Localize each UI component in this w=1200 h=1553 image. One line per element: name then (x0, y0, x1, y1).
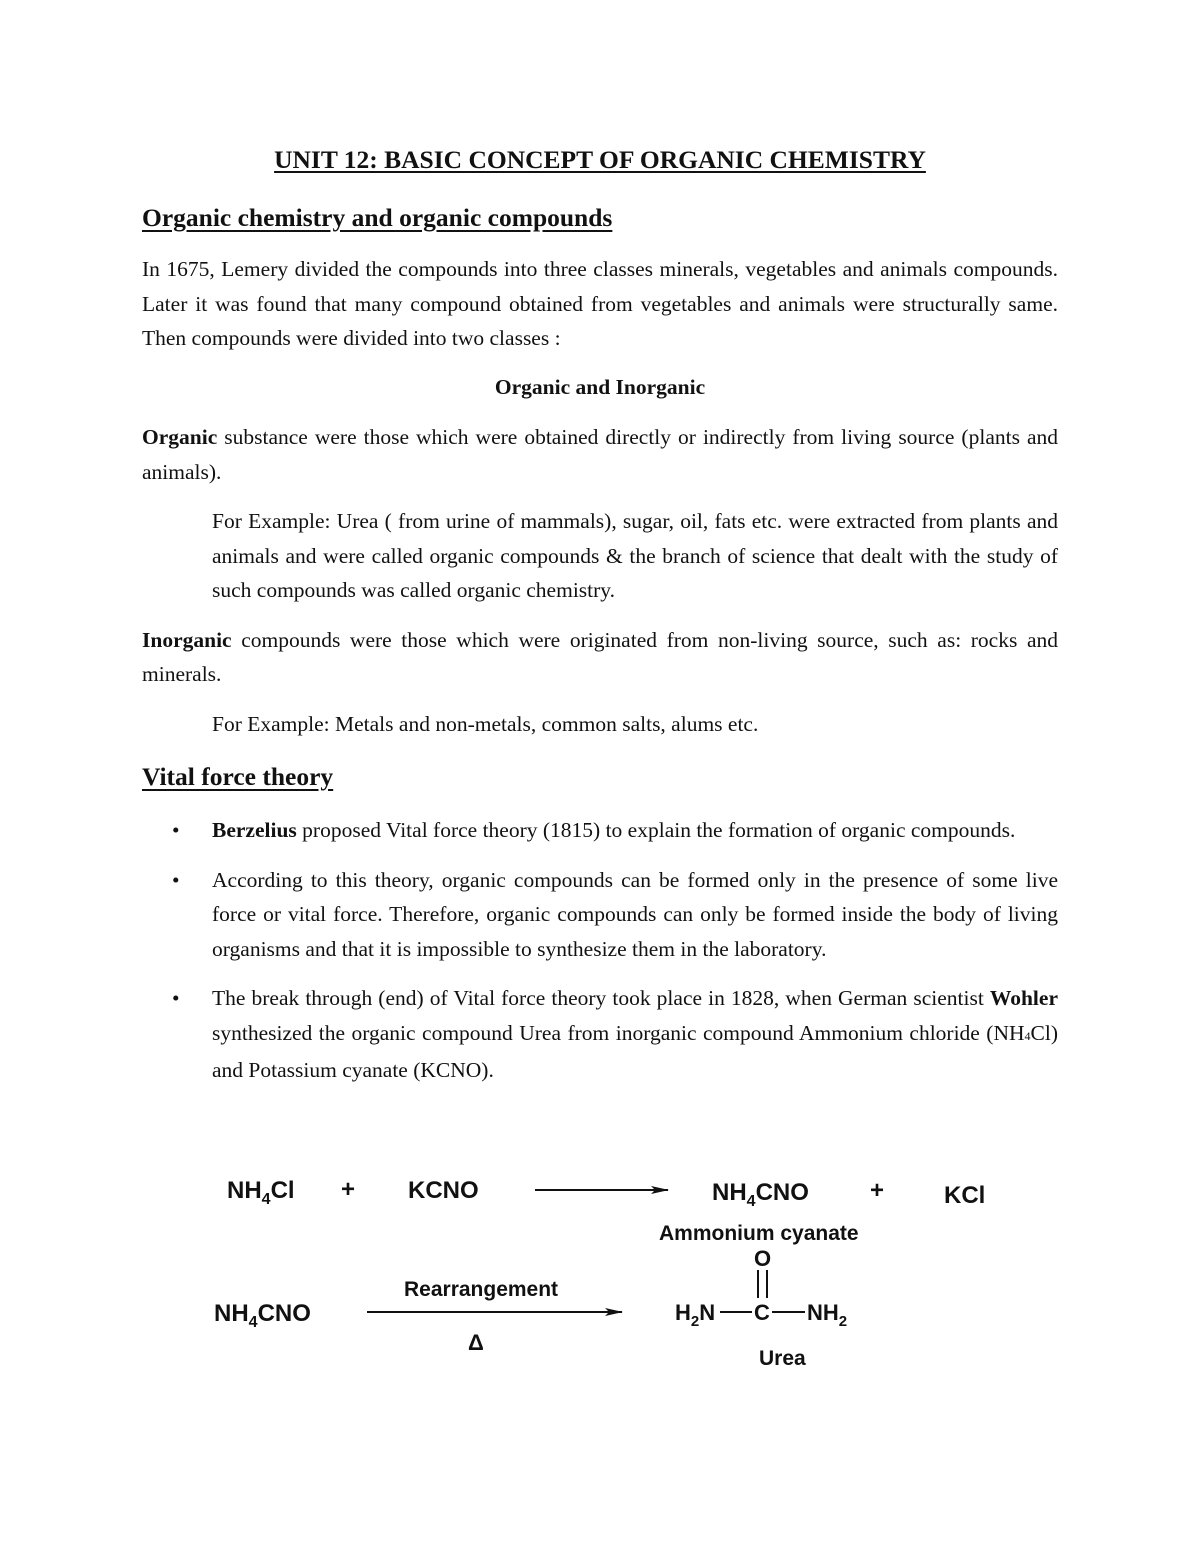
plus-sign: + (870, 1177, 885, 1204)
product-ammonium-cyanate: $NH_4CNO$ (712, 1179, 809, 1210)
list-item (142, 981, 1058, 1088)
carbon-atom: C (754, 1300, 770, 1325)
reactant-ammonium-chloride: $NH_4Cl$ (227, 1177, 295, 1208)
rearrangement-label: Rearrangement (404, 1278, 559, 1301)
organic-example: For Example: Urea ( from urine of mammals), sugar, oil, fats etc. were extracted from plants and animals and were called organic compounds & the branch of science that dealt with the study of such compounds was called organic chemistry. (212, 509, 1058, 602)
organic-definition-text: substance were those which were obtained directly or indirectly from living source (plants and animals). (142, 425, 1058, 484)
bullet-icon: • (172, 818, 180, 842)
bullet3-text-end: Cl) and Potassium cyanate (KCNO). (212, 1020, 1058, 1082)
product-potassium-chloride: KCl (944, 1182, 986, 1209)
list-item (142, 863, 1058, 967)
organic-term: Organic (142, 425, 218, 449)
plus-sign: + (341, 1176, 356, 1203)
reactant-ammonium-cyanate: $NH_4CNO$ (214, 1300, 311, 1331)
bullet-icon: • (172, 867, 180, 892)
classes-line: Organic and Inorganic (494, 374, 706, 399)
bullet-icon: • (172, 986, 180, 1010)
reactant-potassium-cyanate: KCNO (408, 1177, 479, 1204)
page-title: UNIT 12: BASIC CONCEPT OF ORGANIC CHEMISTRY (274, 145, 926, 174)
inorganic-definition (142, 623, 1058, 692)
document-body (142, 143, 1058, 1088)
heat-symbol: Δ (468, 1330, 484, 1355)
bullet1-text: proposed Vital force theory (1815) to explain the formation of organic compounds. (296, 818, 1016, 842)
vital-force-list (142, 813, 1058, 1088)
section-heading-vital-force: Vital force theory (142, 762, 334, 791)
intro-paragraph: In 1675, Lemery divided the compounds into three classes minerals, vegetables and animals compounds. Later it was found that many compound obtained from vegetables and animals were structurally same. Then compounds were divided into two classes : (142, 257, 1058, 350)
amine-right: $NH_2$ (807, 1300, 848, 1330)
organic-definition (142, 420, 1058, 489)
oxygen-atom: O (754, 1246, 772, 1271)
berzelius-name: Berzelius (212, 818, 297, 842)
inorganic-example: For Example: Metals and non-metals, common salts, alums etc. (212, 711, 759, 736)
nh4-subscript: 4 (1024, 1028, 1031, 1043)
inorganic-definition-text: compounds were those which were originated from non-living source, such as: rocks and minerals. (142, 627, 1058, 686)
inorganic-term: Inorganic (142, 627, 232, 652)
ammonium-cyanate-label: Ammonium cyanate (659, 1222, 859, 1245)
amine-left: $H_2N$ (675, 1300, 716, 1330)
urea-label: Urea (759, 1347, 806, 1370)
bullet3-text-before: The break through (end) of Vital force theory took place in 1828, when German scientist (212, 986, 990, 1010)
wohler-name: Wohler (989, 986, 1058, 1010)
list-item (142, 813, 1058, 848)
bullet3-text-after: synthesized the organic compound Urea from inorganic compound Ammonium chloride (NH (212, 1020, 1025, 1045)
section-heading-organic: Organic chemistry and organic compounds (142, 203, 613, 232)
bullet2-text: According to this theory, organic compounds can be formed only in the presence of some live force or vital force. Therefore, organic compounds can only be formed inside the body of living organisms and that it is impossible to synthesize them in the laboratory. (212, 867, 1058, 961)
